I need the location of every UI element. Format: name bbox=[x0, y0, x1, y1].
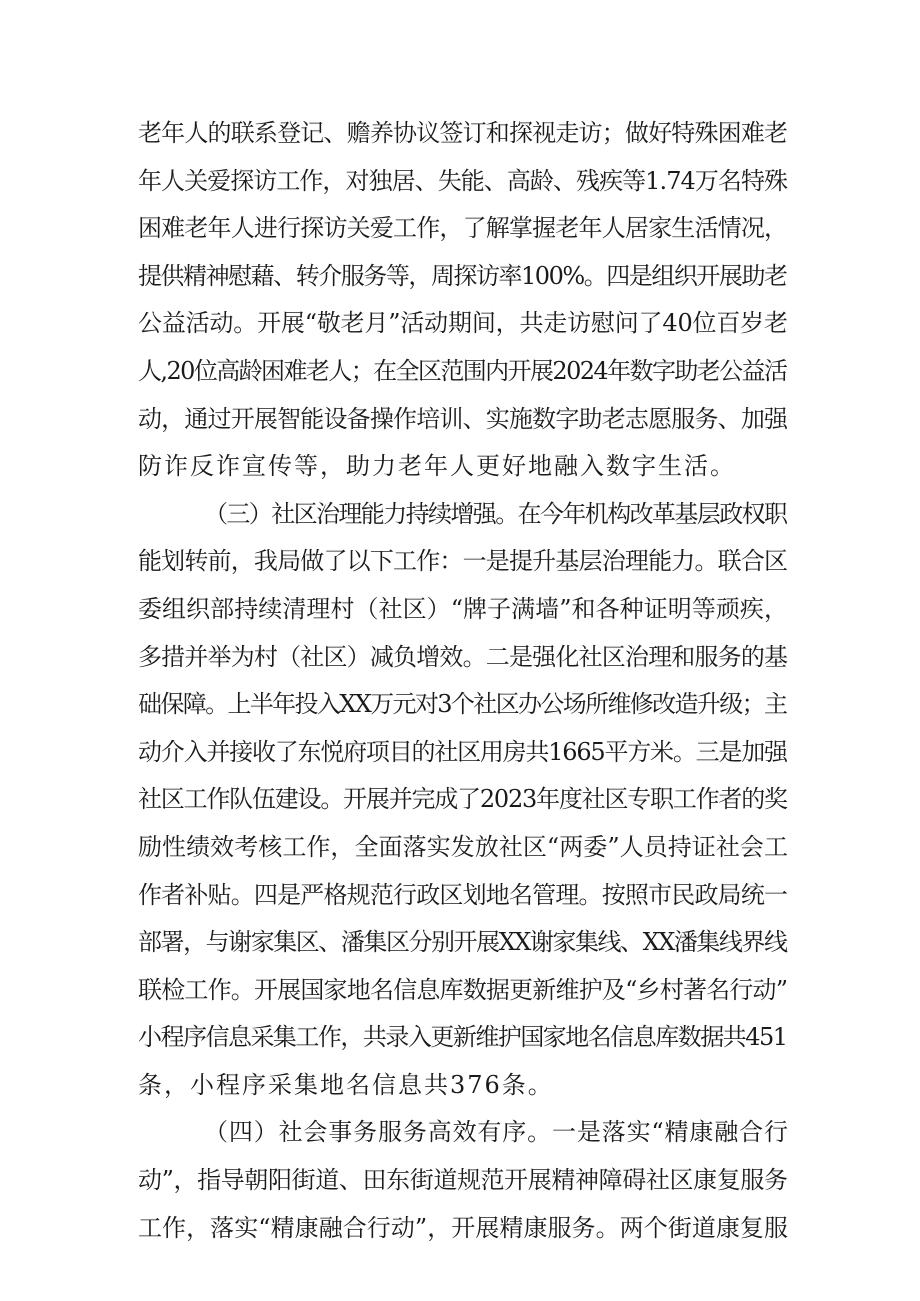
line-container bbox=[138, 110, 788, 1252]
text-line: 动”，指导朝阳街道、田东街道规范开展精神障碍社区康复服务 bbox=[138, 1166, 788, 1195]
text-line: 联检工作。开展国家地名信息库数据更新维护及“乡村著名行动” bbox=[138, 975, 788, 1004]
text-line: 多措并举为村（社区）减负增效。二是强化社区治理和服务的基 bbox=[138, 642, 788, 671]
body-text bbox=[138, 110, 788, 1252]
text-line: （三）社区治理能力持续增强。在今年机构改革基层政权职 bbox=[204, 499, 787, 528]
text-line: 年人关爱探访工作，对独居、失能、高龄、残疾等1.74万名特殊 bbox=[138, 166, 788, 195]
text-line: 工作，落实“精康融合行动”，开展精康服务。两个街道康复服 bbox=[138, 1213, 789, 1242]
text-line: 老年人的联系登记、赡养协议签订和探视走访；做好特殊困难老 bbox=[138, 119, 788, 147]
text-line: 作者补贴。四是严格规范行政区划地名管理。按照市民政局统一 bbox=[138, 880, 788, 909]
text-line: 人,20位高龄困难老人；在全区范围内开展2024年数字助老公益活 bbox=[138, 356, 787, 385]
text-line: 困难老年人进行探访关爱工作，了解掌握老年人居家生活情况， bbox=[138, 214, 788, 243]
text-line: 委组织部持续清理村（社区）“牌子满墙”和各种证明等顽疾， bbox=[138, 594, 789, 623]
text-line: 动，通过开展智能设备操作培训、实施数字助老志愿服务、加强 bbox=[138, 404, 788, 433]
text-line: 础保障。上半年投入XX万元对3个社区办公场所维修改造升级；主 bbox=[138, 690, 787, 719]
text-line: 小程序信息采集工作，共录入更新维护国家地名信息库数据共451 bbox=[138, 1023, 787, 1052]
text-line: （四）社会事务服务高效有序。一是落实“精康融合行 bbox=[204, 1118, 789, 1147]
text-line: 社区工作队伍建设。开展并完成了2023年度社区专职工作者的奖 bbox=[138, 785, 787, 814]
text-line: 励性绩效考核工作，全面落实发放社区“两委”人员持证社会工 bbox=[138, 832, 789, 861]
text-line: 提供精神慰藉、转介服务等，周探访率100%。四是组织开展助老 bbox=[138, 261, 787, 290]
text-line: 能划转前，我局做了以下工作：一是提升基层治理能力。联合区 bbox=[138, 547, 788, 576]
text-line: 条，小程序采集地名信息共376条。 bbox=[138, 1070, 554, 1099]
text-line: 部署，与谢家集区、潘集区分别开展XX谢家集线、XX潘集线界线 bbox=[138, 928, 787, 957]
text-line: 公益活动。开展“敬老月”活动期间，共走访慰问了40位百岁老 bbox=[138, 309, 788, 338]
text-line: 防诈反诈宣传等，助力老年人更好地融入数字生活。 bbox=[138, 452, 736, 481]
text-line: 动介入并接收了东悦府项目的社区用房共1665平方米。三是加强 bbox=[138, 737, 787, 766]
